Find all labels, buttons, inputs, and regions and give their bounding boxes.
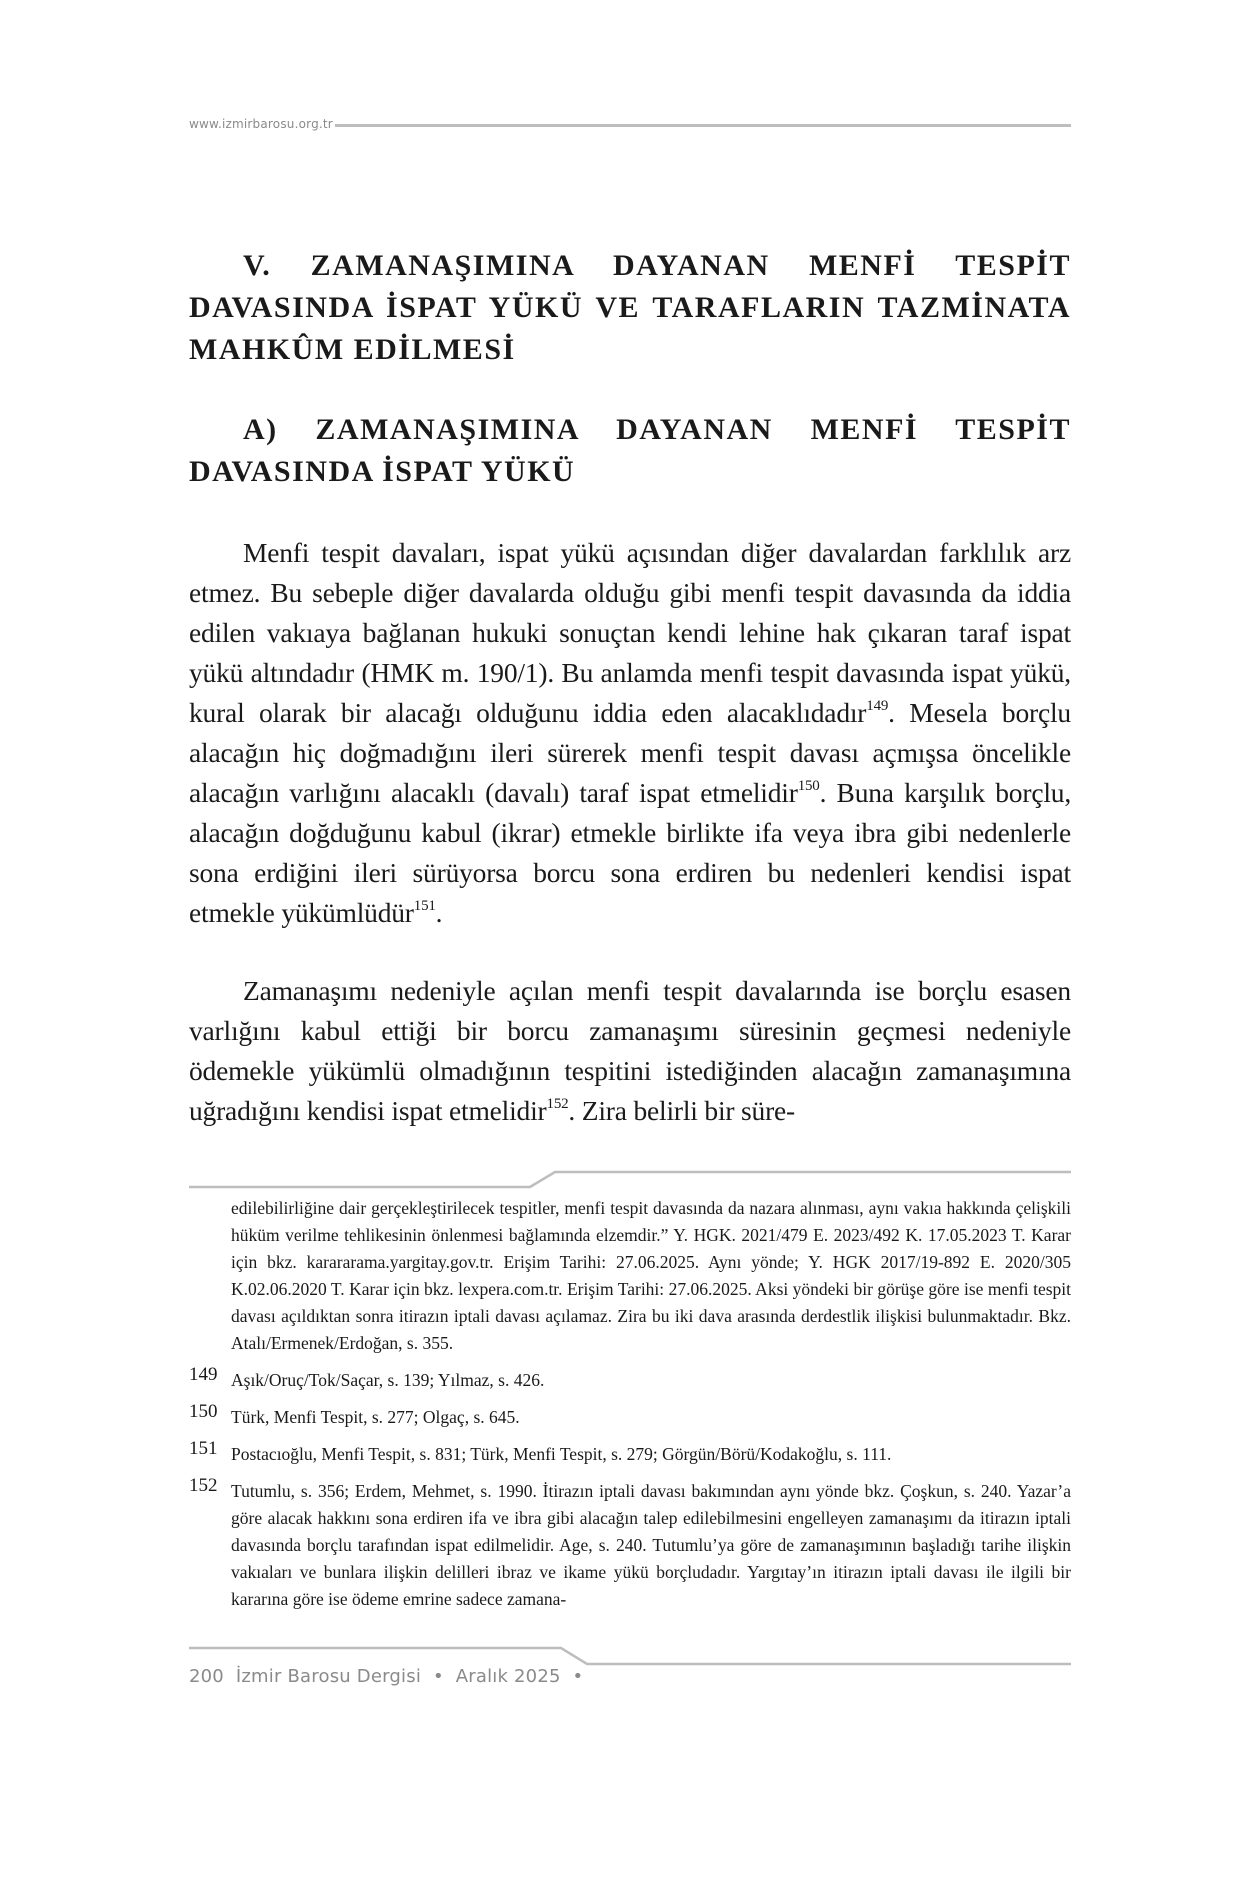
footnote-separator (189, 1166, 1071, 1192)
footnote-152 (189, 1475, 1071, 1613)
footnote-149 (189, 1364, 1071, 1394)
footnote-ref-150[interactable]: 150 (797, 778, 820, 794)
footnote-151 (189, 1438, 1071, 1468)
running-header (189, 114, 1071, 134)
footnote-number: 151 (189, 1438, 218, 1459)
page-footer (189, 1644, 1071, 1687)
header-rule (335, 124, 1071, 127)
footnote-number: 149 (189, 1364, 218, 1385)
journal-name: İzmir Barosu Dergisi (235, 1666, 422, 1687)
section-title: V. ZAMANAŞIMINA DAYANAN MENFİ TESPİT DAVASINDA İSPAT YÜKÜ VE TARAFLARIN TAZMİNATA MAHKÛM EDİLMESİ (189, 249, 1071, 366)
paragraph-text: Menfi tespit davaları, ispat yükü açısından diğer davalardan farklılık arz etmez. Bu sebeple diğer davalarda olduğu gibi menfi tespit davasında da iddia edilen vakıaya bağlanan hukuki sonuçtan kendi lehine hak çıkaran taraf ispat yükü altındadır (HMK m. 190/1). Bu anlamda menfi tespit davasında ispat yükü, kural olarak bir alacağı olduğunu iddia eden alacaklıdadır (189, 537, 1071, 728)
footer-line-icon (189, 1644, 1071, 1668)
page-number: 200 (189, 1666, 224, 1687)
paragraph-text: Zamanaşımı nedeniyle açılan menfi tespit davalarında ise borçlu esasen varlığını kabul ettiği bir borcu zamanaşımı süresinin geçmesi nedeniyle ödemekle yükümlü olmadığının tespitini istediğinden alacağın zamanaşımına uğradığını kendisi ispat etmelidir (189, 975, 1071, 1126)
footnotes (189, 1195, 1071, 1613)
subsection-title: A) ZAMANAŞIMINA DAYANAN MENFİ TESPİT DAVASINDA İSPAT YÜKÜ (189, 413, 1071, 488)
footnote-text: Tutumlu, s. 356; Erdem, Mehmet, s. 1990. İtirazın iptali davası bakımından aynı yönde bkz. Çoşkun, s. 240. Yazar’a göre alacak hakkını sona erdiren ifa ve ibra gibi alacağın talep edilebilmesini engelleyen zamanaşımı da itirazın iptali davasında borçlu tarafından ispat edilmelidir. Age, s. 240. Tutumlu’ya göre de zamanaşımının başladığı tarihe ilişkin vakıaları ve bunlara ilişkin delilleri ibraz ve ikame yükü borçludadır. Yargıtay’ın itirazın iptali davası ile ilgili bir kararına göre ise ödeme emrine sadece zamana- (231, 1481, 1071, 1609)
paragraph-text: . (435, 897, 443, 928)
footnote-ref-149[interactable]: 149 (866, 698, 889, 714)
bullet-icon: • (432, 1666, 444, 1687)
paragraph-text: . Mesela borçlu alacağın hiç doğmadığını ileri sürerek menfi tespit davası açmışsa öncelikle alacağın varlığını alacaklı (davalı) taraf ispat etmelidir (189, 697, 1071, 808)
footnote-150 (189, 1401, 1071, 1431)
footnote-number: 152 (189, 1475, 218, 1496)
separator-line-icon (189, 1166, 1071, 1192)
footnote-ref-151[interactable]: 151 (413, 898, 436, 914)
footer-text (189, 1666, 589, 1687)
footnote-text: Türk, Menfi Tespit, s. 277; Olgaç, s. 645. (231, 1407, 520, 1427)
paragraph-text: . Zira belirli bir süre- (568, 1095, 795, 1126)
footnote-number: 150 (189, 1401, 218, 1422)
body-paragraph-1 (189, 533, 1071, 933)
footnote-continuation: edilebilirliğine dair gerçekleştirilecek tespitler, menfi tespit davasında da nazara alınması, aynı vakıa hakkında çelişkili hüküm verilme tehlikesinin önlenmesi bağlamında elzemdir.” Y. HGK. 2021/479 E. 2023/492 K. 17.05.2023 T. Karar için bkz. karararama.yargitay.gov.tr. Erişim Tarihi: 27.06.2025. Aynı yönde; Y. HGK 2017/19-892 E. 2020/305 K.02.06.2020 T. Karar için bkz. lexpera.com.tr. Erişim Tarihi: 27.06.2025. Aksi yöndeki bir görüşe göre ise menfi tespit davası açıldıktan sonra itirazın iptali davası açılamaz. Zira bu iki dava arasında derdestlik ilişkisi bulunmaktadır. Bkz. Atalı/Ermenek/Erdoğan, s. 355. (231, 1198, 1071, 1353)
footnote-text: Aşık/Oruç/Tok/Saçar, s. 139; Yılmaz, s. 426. (231, 1370, 545, 1390)
header-url: www.izmirbarosu.org.tr (189, 117, 333, 131)
paragraph-text: . Buna karşılık borçlu, alacağın doğduğunu kabul (ikrar) etmekle birlikte ifa veya ibra gibi nedenlerle sona erdiğini ileri sürüyorsa borcu sona erdiren bu nedenleri kendisi ispat etmekle yükümlüdür (189, 777, 1071, 928)
issue-date: Aralık 2025 (455, 1666, 561, 1687)
footnote-text: Postacıoğlu, Menfi Tespit, s. 831; Türk, Menfi Tespit, s. 279; Görgün/Börü/Kodakoğlu, s. 111. (231, 1444, 892, 1464)
body-paragraph-2 (189, 971, 1071, 1131)
footnote-ref-152[interactable]: 152 (546, 1096, 569, 1112)
main-content (189, 245, 1071, 1131)
bullet-icon: • (572, 1666, 584, 1687)
